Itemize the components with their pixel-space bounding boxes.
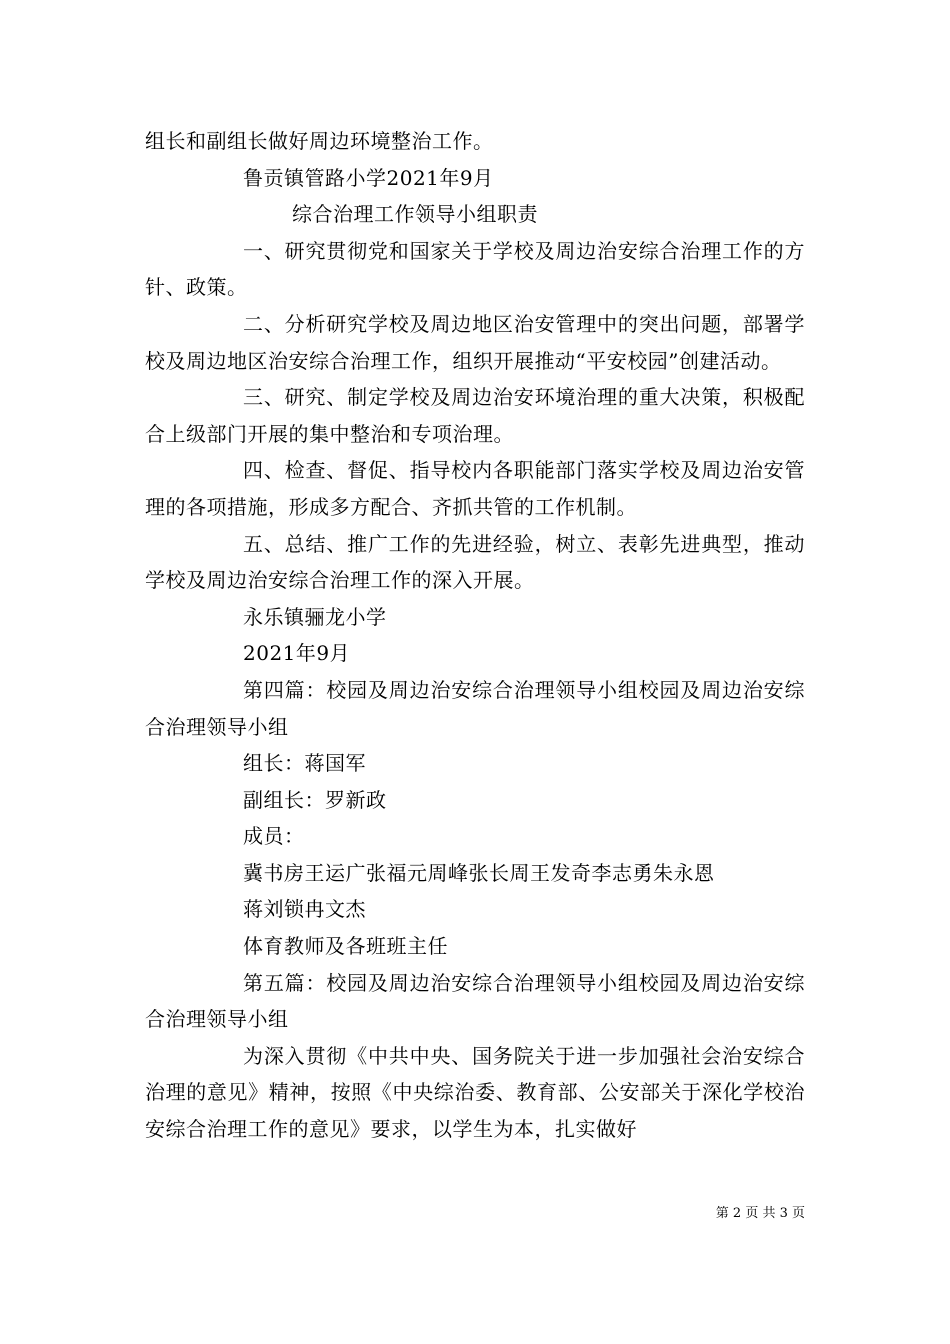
paragraph: 二、分析研究学校及周边地区治安管理中的突出问题，部署学校及周边地区治安综合治理工作，组织开展推动“平安校园”创建活动。 bbox=[145, 311, 805, 373]
paragraph: 三、研究、制定学校及周边治安环境治理的重大决策，积极配合上级部门开展的集中整治和专项治理。 bbox=[145, 385, 805, 446]
paragraph: 体育教师及各班班主任 bbox=[243, 934, 448, 959]
paragraph: 综合治理工作领导小组职责 bbox=[292, 202, 538, 227]
paragraph: 第四篇：校园及周边治安综合治理领导小组校园及周边治安综合治理领导小组 bbox=[145, 677, 805, 739]
paragraph: 四、检查、督促、指导校内各职能部门落实学校及周边治安管理的各项措施，形成多方配合、齐抓共管的工作机制。 bbox=[145, 458, 805, 519]
paragraph: 2021年9月 bbox=[243, 641, 351, 666]
paragraph: 永乐镇骊龙小学 bbox=[243, 604, 387, 629]
paragraph: 组长：蒋国军 bbox=[243, 751, 366, 776]
paragraph: 蒋刘锁冉文杰 bbox=[243, 897, 366, 922]
paragraph: 成员： bbox=[243, 824, 305, 849]
paragraph: 鲁贡镇管路小学2021年9月 bbox=[243, 165, 494, 190]
paragraph: 副组长：罗新政 bbox=[243, 787, 387, 812]
paragraph: 为深入贯彻《中共中央、国务院关于进一步加强社会治安综合治理的意见》精神，按照《中央综治委、教育部、公安部关于深化学校治安综合治理工作的意见》要求，以学生为本，扎实做好 bbox=[145, 1043, 805, 1142]
paragraph: 冀书房王运广张福元周峰张长周王发奇李志勇朱永恩 bbox=[243, 860, 715, 885]
paragraph: 五、总结、推广工作的先进经验，树立、表彰先进典型，推动学校及周边治安综合治理工作的深入开展。 bbox=[145, 531, 805, 593]
page-footer: 第 2 页 共 3 页 bbox=[715, 1206, 805, 1221]
paragraph: 组长和副组长做好周边环境整治工作。 bbox=[145, 129, 494, 153]
paragraph: 一、研究贯彻党和国家关于学校及周边治安综合治理工作的方针、政策。 bbox=[145, 238, 805, 300]
document-body bbox=[145, 123, 805, 1148]
paragraph: 第五篇：校园及周边治安综合治理领导小组校园及周边治安综合治理领导小组 bbox=[145, 970, 805, 1032]
